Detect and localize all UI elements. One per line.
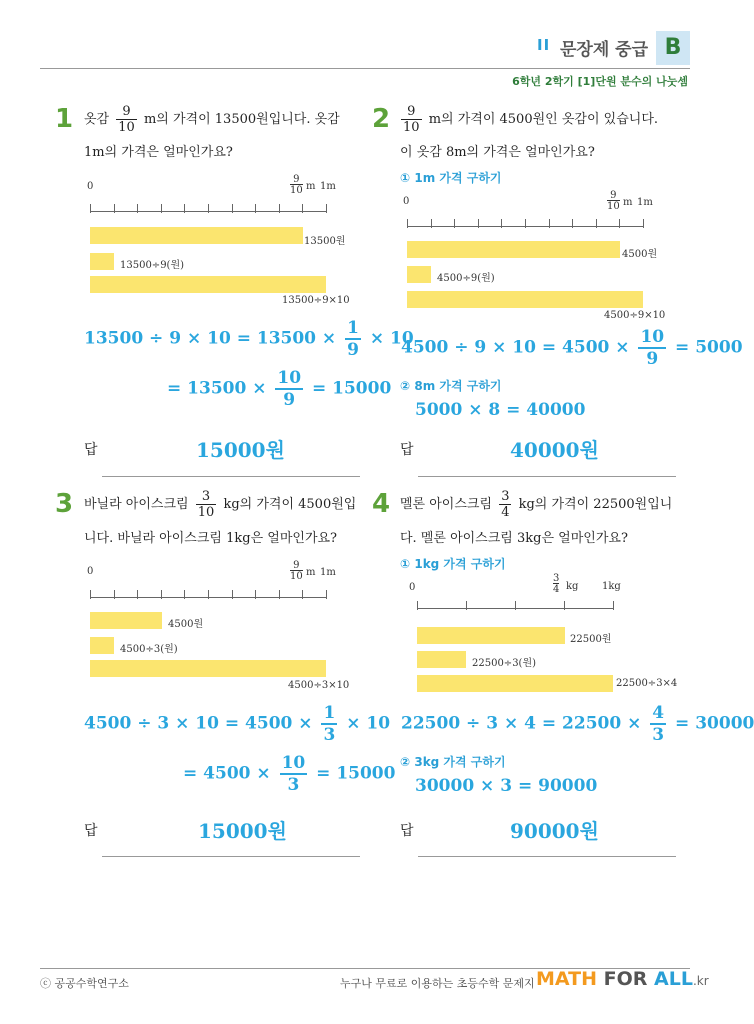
problem-divider [102,856,360,857]
calc-expression: 13500 ÷ 9 × 10 = 13500 × [84,328,337,349]
problem-3-text-line1 [84,489,356,520]
fraction-denominator: 3 [280,773,308,795]
problem-1-text-line2: 1m의 가격은 얼마인가요? [84,145,233,160]
answer-label: 답 [400,442,414,458]
numberline-unit: m [306,567,316,578]
numberline-tick [114,204,115,213]
problem-1-calc-line2 [167,368,391,410]
numberline-tick [572,219,573,228]
fraction-numerator: 9 [407,104,416,119]
numberline-tick [255,590,256,599]
fraction-numerator: 10 [281,753,306,773]
numberline-tick [184,590,185,599]
fraction-numerator: 3 [553,573,560,584]
numberline-tick [232,590,233,599]
calc-fraction [275,368,303,410]
calc-fraction [650,703,666,745]
calc-fraction [321,703,337,745]
problem-4-calc-line2: 30000 × 3 = 90000 [415,776,598,796]
logo-for: FOR [603,968,655,990]
fraction-numerator: 10 [277,368,302,388]
numberline-tick [184,204,185,213]
numberline-tick [137,590,138,599]
fraction-denominator: 4 [501,505,510,520]
problem-3-fraction [196,489,217,520]
problem-divider [418,856,676,857]
problem-1-text-post: m의 가격이 13500원입니다. 옷감 [143,112,340,127]
problem-2-text-post: m의 가격이 4500원인 옷감이 있습니다. [428,112,659,127]
numberline-fraction-label [290,560,303,582]
problem-4-step2: ② 3kg 가격 구하기 [400,755,506,769]
calc-expression: = 5000 [675,337,743,358]
fraction-denominator: 9 [347,340,359,360]
calc-fraction [280,753,308,795]
calc-expression: = 13500 × [167,378,267,399]
numberline-tick [549,219,550,228]
logo-tld: .kr [692,974,709,988]
bar-total [417,627,565,644]
fraction-numerator: 4 [652,703,665,723]
answer-value: 15000원 [198,819,287,843]
numberline-tick [161,204,162,213]
calc-fraction [345,318,361,360]
numberline-tick [596,219,597,228]
fraction-numerator: 1 [323,703,336,723]
numberline-one: 1m [320,181,336,192]
answer-value: 90000원 [510,819,599,843]
bar-unit [90,253,114,270]
numberline-tick [454,219,455,228]
numberline-tick [466,601,467,610]
numberline-fraction-label [290,174,303,196]
calc-expression: = 15000 [316,763,396,784]
bar-unit-label: 13500÷9(원) [120,260,185,271]
calc-expression: = 4500 × [183,763,271,784]
numberline-tick [407,219,408,228]
bar-whole [407,291,643,308]
problem-3-text-post: kg의 가격이 4500원입 [223,497,357,512]
problem-4-text-post: kg의 가격이 22500원입니 [518,497,673,512]
level-badge: B [656,31,690,65]
answer-label: 답 [84,823,98,839]
problem-4-calc-line1 [401,703,754,745]
numberline-tick [619,219,620,228]
bar-unit [417,651,466,668]
numberline-tick [137,204,138,213]
bar-unit-label: 22500÷3(원) [472,658,537,669]
page-title: 문장제 중급 [560,40,649,60]
problem-1-text-line1 [84,104,340,135]
calc-expression: 4500 ÷ 3 × 10 = 4500 × [84,713,313,734]
problem-2-fraction [401,104,422,135]
numberline-tick [90,204,91,213]
numberline-unit: kg [566,581,579,592]
numberline-zero: 0 [409,582,416,593]
bar-whole-label: 22500÷3×4 [616,678,678,689]
header-divider [40,68,690,69]
bar-unit [90,637,114,654]
bar-total-label: 13500원 [304,236,346,247]
numberline-tick [302,590,303,599]
problem-1-fraction [116,104,137,135]
footer-copyright: ⓒ 공공수학연구소 [40,977,129,990]
numberline-tick [501,219,502,228]
fraction-numerator: 1 [347,318,359,338]
fraction-denominator: 10 [118,120,135,135]
numberline-one: 1kg [602,581,621,592]
numberline-tick [114,590,115,599]
calc-expression: 22500 ÷ 3 × 4 = 22500 × [401,713,642,734]
numberline-tick [161,590,162,599]
bar-total [90,612,162,629]
calc-expression: × 10 [346,713,391,734]
problem-1-calc-line1 [84,318,414,360]
numberline-tick [208,204,209,213]
problem-3-number: 3 [55,489,74,519]
numberline-zero: 0 [403,196,410,207]
numberline-tick [515,601,516,610]
fraction-numerator: 9 [610,190,617,201]
numberline-tick [564,601,565,610]
fraction-denominator: 10 [607,201,620,212]
calc-expression: 4500 ÷ 9 × 10 = 4500 × [401,337,630,358]
fraction-numerator: 9 [293,174,300,185]
fraction-denominator: 10 [197,505,215,520]
numberline-tick [478,219,479,228]
problem-2-step2: ② 8m 가격 구하기 [400,379,502,393]
numberline-zero: 0 [87,566,94,577]
numberline-tick [255,204,256,213]
fraction-numerator: 9 [122,104,131,119]
bar-whole-label: 13500÷9×10 [282,295,350,306]
problem-divider [418,476,676,477]
bar-total [407,241,620,258]
bar-unit-label: 4500÷9(원) [437,273,495,284]
problem-3-calc-line1 [84,703,390,745]
problem-1-number: 1 [55,104,74,134]
problem-4-text-line1 [400,489,672,520]
numberline-tick [326,204,327,213]
answer-label: 답 [400,823,414,839]
problem-2-step1: ① 1m 가격 구하기 [400,171,502,185]
problem-1-text-pre: 옷감 [84,112,110,127]
bar-whole-label: 4500÷9×10 [604,310,666,321]
calc-expression: × 10 [369,328,414,349]
fraction-denominator: 4 [553,584,560,595]
calc-expression: = 15000 [311,378,392,399]
bar-unit [407,266,431,283]
problem-4-text-line2: 다. 멜론 아이스크림 3kg은 얼마인가요? [400,531,628,546]
logo-math: MATH [536,968,604,990]
numberline-tick [232,204,233,213]
fraction-denominator: 9 [275,388,303,410]
fraction-denominator: 10 [403,120,420,135]
answer-value: 15000원 [196,438,285,462]
problem-2-calc-line2: 5000 × 8 = 40000 [415,400,586,420]
numberline-unit: m [623,197,633,208]
logo-all: ALL [654,968,693,990]
fraction-denominator: 3 [323,725,336,745]
problem-3-text-line2: 니다. 바닐라 아이스크림 1kg은 얼마인가요? [84,531,338,546]
bar-total-label: 4500원 [168,619,204,630]
numberline-tick [326,590,327,599]
bar-total-label: 22500원 [570,634,612,645]
problem-2-number: 2 [372,104,391,134]
fraction-numerator: 3 [201,489,211,504]
numberline-tick [279,204,280,213]
answer-label: 답 [84,442,98,458]
footer-logo [536,968,709,990]
page-subtitle: 6학년 2학기 [1]단원 분수의 나눗셈 [512,75,688,88]
numberline-fraction-label [553,573,559,595]
problem-4-number: 4 [372,489,391,519]
fraction-numerator: 9 [293,560,300,571]
numberline-tick [431,219,432,228]
numberline-unit: m [306,181,316,192]
numberline-tick [208,590,209,599]
numberline-one: 1m [320,567,336,578]
numberline-zero: 0 [87,181,94,192]
bar-unit-label: 4500÷3(원) [120,644,178,655]
fraction-numerator: 3 [501,489,510,504]
calc-expression: = 30000 [675,713,754,734]
answer-value: 40000원 [510,438,599,462]
bar-total [90,227,303,244]
problem-2-calc-line1 [401,327,743,369]
fraction-denominator: 9 [638,347,666,369]
numberline-tick [643,219,644,228]
problem-3-calc-line2 [183,753,395,795]
numberline-one: 1m [637,197,653,208]
fraction-denominator: 3 [652,725,665,745]
numberline-tick [302,204,303,213]
problem-4-text-pre: 멜론 아이스크림 [400,497,493,512]
header-mark: II [537,36,551,54]
numberline-tick [279,590,280,599]
problem-3-text-pre: 바닐라 아이스크림 [84,497,189,512]
problem-divider [102,476,360,477]
problem-4-step1: ① 1kg 가격 구하기 [400,557,506,571]
calc-fraction [638,327,666,369]
bar-whole [90,276,326,293]
fraction-numerator: 10 [640,327,665,347]
bar-whole [417,675,613,692]
bar-total-label: 4500원 [622,249,658,260]
numberline-tick [525,219,526,228]
numberline-tick [417,601,418,610]
fraction-denominator: 10 [290,185,303,196]
bar-whole-label: 4500÷3×10 [288,680,350,691]
problem-2-text-line1 [398,104,658,135]
bar-whole [90,660,326,677]
problem-2-text-line2: 이 옷감 8m의 가격은 얼마인가요? [400,145,595,160]
problem-4-fraction [499,489,511,520]
footer-tagline: 누구나 무료로 이용하는 초등수학 문제지 [340,977,535,990]
numberline-tick [90,590,91,599]
numberline-tick [613,601,614,610]
fraction-denominator: 10 [290,571,303,582]
numberline-fraction-label [607,190,620,212]
